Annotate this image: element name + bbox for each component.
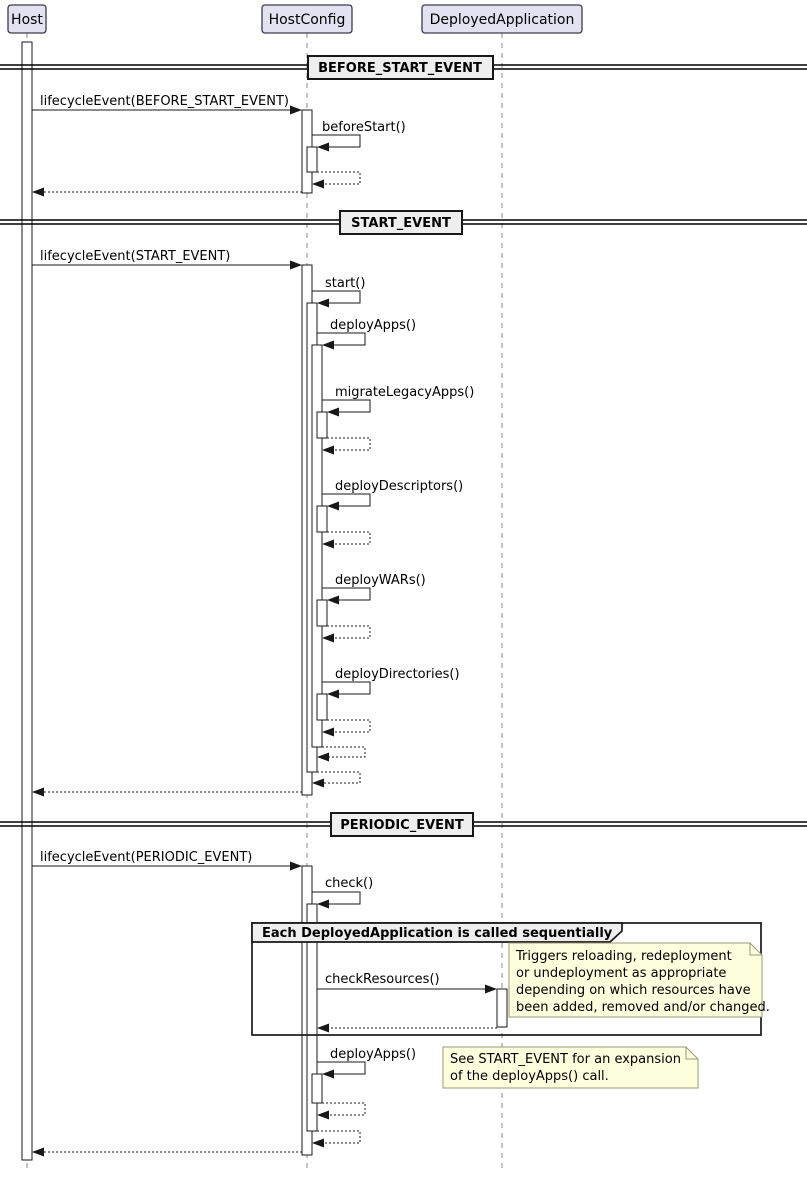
note-deployapps-line2: of the deployApps() call. [450,1069,609,1084]
message-start [312,276,365,308]
lifelines [27,33,502,1172]
participant-hostconfig-label: HostConfig [268,12,346,28]
arrowhead-left-icon [317,1024,329,1033]
return-start [312,772,360,788]
activation-hostconfig-deployapps-periodic [312,1074,322,1103]
message-deployapps-periodic [312,1047,416,1120]
note-deployapps-line1: See START_EVENT for an expansion [450,1052,681,1067]
arrowhead-left-icon [322,540,334,549]
group-frame-title-label: Each DeployedApplication is called sequentially [262,926,613,941]
note-check-resources-line2: or undeployment as appropriate [516,966,727,981]
divider-periodic-event [0,813,807,836]
activation-deployedapplication-checkresources [497,989,507,1027]
message-lifecycle-before-start [32,94,302,115]
message-lifecycle-start [32,249,302,270]
participant-deployedapplication [422,5,582,33]
participant-deployedapplication-label: DeployedApplication [429,12,575,28]
message-migratelegacyapps-label: migrateLegacyApps() [335,385,475,400]
arrowhead-right-icon [485,985,497,994]
arrowhead-left-icon [317,1111,329,1120]
message-deploydirectories [317,667,460,737]
divider-start-event [0,211,807,234]
message-lifecycle-before-start-label: lifecycleEvent(BEFORE_START_EVENT) [40,94,289,109]
message-deployapps-periodic-label: deployApps() [330,1047,417,1062]
arrowhead-right-icon [290,862,302,871]
message-deploydescriptors-label: deployDescriptors() [335,479,464,494]
arrowhead-left-icon [312,1139,324,1148]
arrowhead-left-icon [327,596,339,605]
participant-hostconfig [262,5,352,33]
return-lifecycle-periodic [32,1148,302,1157]
message-check-line [312,892,360,904]
section-start [32,249,474,797]
return-lifecycle-start [32,788,302,797]
arrowhead-left-icon [317,753,329,762]
message-deploywars [317,573,426,643]
message-beforestart [312,120,406,189]
activation-hostconfig-deployapps [312,345,322,747]
activation-hostconfig-beforestart [307,147,317,172]
message-lifecycle-periodic [32,850,302,871]
divider-before-start-event [0,56,807,79]
message-checkresources-label: checkResources() [325,972,440,987]
message-deploywars-line [322,588,370,600]
arrowhead-left-icon [322,341,334,350]
arrowhead-left-icon [322,1070,334,1079]
note-check-resources [509,943,770,1017]
divider-start-label: START_EVENT [351,216,451,231]
section-periodic [32,850,770,1157]
activation-hostconfig-deploydescriptors [317,506,327,532]
note-check-resources-line1: Triggers reloading, redeployment [516,949,732,964]
divider-periodic-label: PERIODIC_EVENT [340,818,464,833]
arrowhead-left-icon [32,788,44,797]
participant-host-label: Host [11,12,43,28]
message-lifecycle-start-label: lifecycleEvent(START_EVENT) [40,249,231,264]
message-beforestart-label: beforeStart() [322,120,406,135]
divider-before-label: BEFORE_START_EVENT [318,61,482,76]
arrowhead-left-icon [327,690,339,699]
note-check-resources-line4: been added, removed and/or changed. [516,1000,770,1015]
message-migratelegacyapps-line [322,400,370,412]
message-check [312,876,373,909]
message-deploydescriptors [317,479,463,549]
message-deploywars-label: deployWARs() [335,573,426,588]
message-start-label: start() [325,276,366,291]
message-beforestart-line [312,135,360,147]
message-check-label: check() [325,876,374,891]
arrowhead-left-icon [317,143,329,152]
return-check [312,1131,360,1148]
arrowhead-left-icon [322,634,334,643]
message-deploydirectories-line [322,682,370,694]
message-checkresources [317,972,507,1033]
arrowhead-left-icon [317,900,329,909]
arrowhead-left-icon [32,188,44,197]
return-lifecycle-before-start [32,188,302,197]
message-lifecycle-periodic-label: lifecycleEvent(PERIODIC_EVENT) [40,850,253,865]
message-deployapps-line [317,333,365,345]
message-deploydescriptors-line [322,494,370,506]
note-check-resources-line3: depending on which resources have [516,983,751,998]
arrowhead-left-icon [322,728,334,737]
arrowhead-left-icon [32,1148,44,1157]
arrowhead-left-icon [312,779,324,788]
participants [8,5,582,33]
activation-hostconfig-deploywars [317,600,327,626]
activation-hostconfig-deploydirectories [317,694,327,720]
arrowhead-right-icon [290,261,302,270]
arrowhead-right-icon [290,106,302,115]
arrowhead-left-icon [327,502,339,511]
arrowhead-left-icon [327,408,339,417]
message-deployapps-label: deployApps() [330,318,417,333]
arrowhead-left-icon [322,446,334,455]
message-deployapps [317,318,416,350]
message-deploydirectories-label: deployDirectories() [335,667,460,682]
message-migratelegacyapps [317,385,474,455]
return-deployapps [317,747,365,762]
participant-host [8,5,46,33]
arrowhead-left-icon [312,180,324,189]
message-start-line [312,291,360,303]
message-deployapps-periodic-line [317,1062,365,1074]
activation-host [22,42,32,1160]
arrowhead-left-icon [317,299,329,308]
section-before-start [32,94,406,197]
activation-hostconfig-migratelegacyapps [317,412,327,438]
note-deployapps [443,1047,698,1088]
